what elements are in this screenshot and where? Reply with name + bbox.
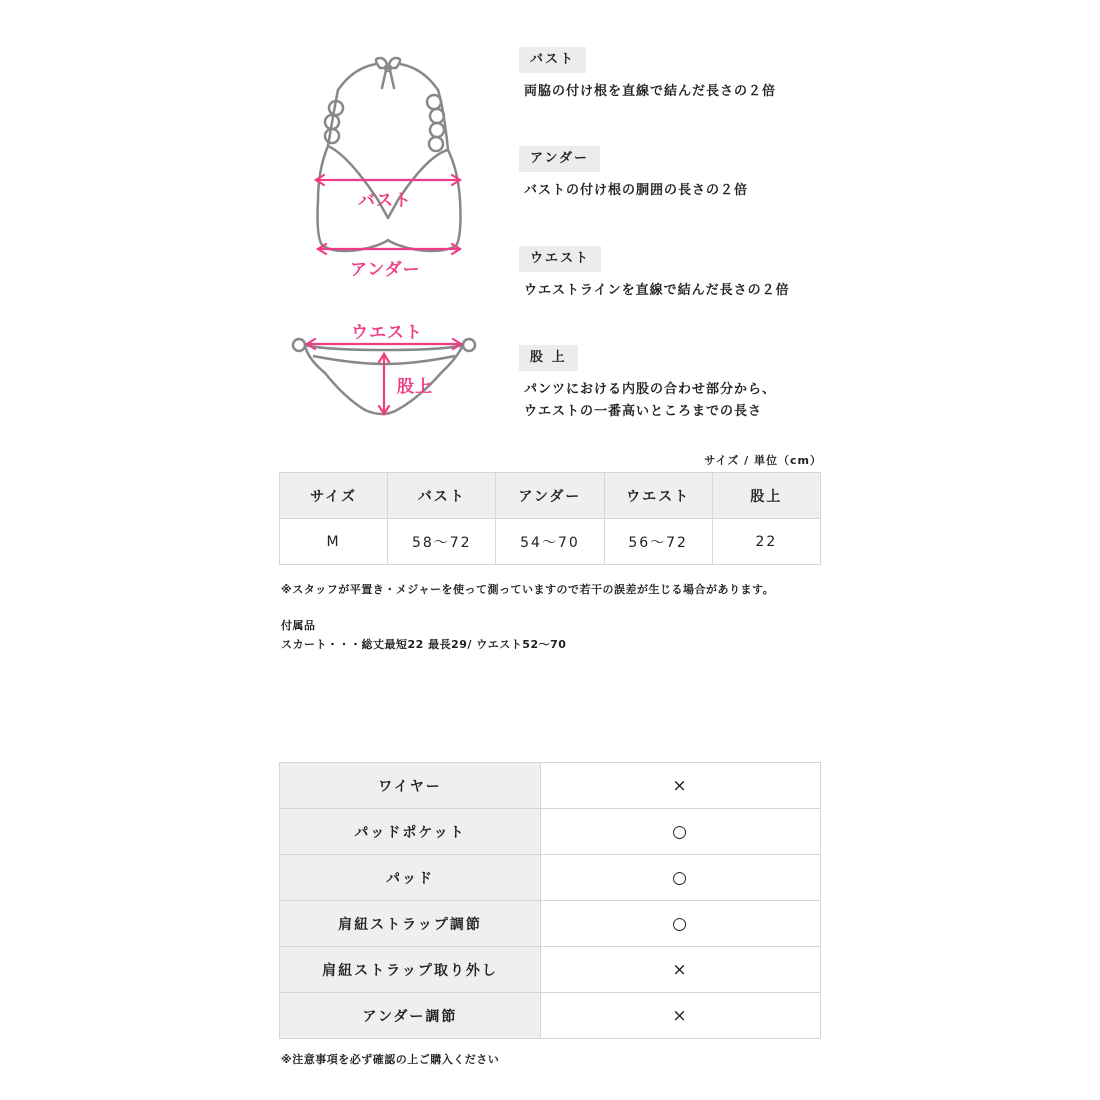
feature-name: パッド [280, 855, 541, 901]
bust-measure-arrow [316, 175, 460, 185]
table-header-cell: バスト [388, 473, 496, 519]
table-row [280, 809, 821, 855]
table-row [280, 763, 821, 809]
table-cell: 58〜72 [388, 519, 496, 565]
definition-line: パンツにおける内股の合わせ部分から、 [524, 382, 777, 397]
feature-mark: × [541, 993, 821, 1039]
table-header-cell: ウエスト [604, 473, 712, 519]
bikini-bottom-diagram [285, 318, 485, 427]
table-row [280, 901, 821, 947]
definition-term-under: アンダー [519, 146, 600, 172]
definition-term-rise: 股 上 [519, 345, 578, 371]
definition-desc-rise [524, 379, 776, 423]
feature-name: 肩紐ストラップ調節 [280, 901, 541, 947]
definition-term-waist: ウエスト [519, 246, 601, 272]
feature-name: 肩紐ストラップ取り外し [280, 947, 541, 993]
feature-mark: × [541, 947, 821, 993]
table-row [280, 993, 821, 1039]
feature-mark: × [541, 763, 821, 809]
under-label: アンダー [350, 260, 421, 280]
table-header-row [280, 473, 821, 519]
table-header-cell: 股上 [712, 473, 820, 519]
feature-table [279, 762, 821, 1039]
accessory-title: 付属品 [281, 619, 316, 632]
table-row [280, 947, 821, 993]
feature-mark: ○ [541, 901, 821, 947]
table-cell: M [280, 519, 388, 565]
bikini-top-diagram [298, 50, 478, 284]
definition-desc-bust [524, 81, 776, 103]
table-header-cell: アンダー [496, 473, 604, 519]
accessory-text: スカート・・・総丈最短22 最長29/ ウエスト52〜70 [281, 638, 567, 651]
unit-note: サイズ / 単位（cm） [704, 454, 822, 467]
waist-label: ウエスト [351, 323, 423, 343]
feature-name: パッドポケット [280, 809, 541, 855]
definition-desc-waist [524, 280, 790, 302]
feature-mark: ○ [541, 855, 821, 901]
under-measure-arrow [318, 244, 460, 254]
footer-note: ※注意事項を必ず確認の上ご購入ください [281, 1053, 500, 1066]
size-table [279, 472, 821, 565]
staff-measure-note: ※スタッフが平置き・メジャーを使って測っていますので若干の誤差が生じる場合があります。 [281, 583, 775, 596]
table-cell: 22 [712, 519, 820, 565]
definition-line: ウエストの一番高いところまでの長さ [524, 404, 763, 419]
feature-name: アンダー調節 [280, 993, 541, 1039]
feature-name: ワイヤー [280, 763, 541, 809]
definition-line: バストの付け根の胴囲の長さの２倍 [524, 183, 749, 198]
feature-mark: ○ [541, 809, 821, 855]
table-header-cell: サイズ [280, 473, 388, 519]
definition-term-bust: バスト [519, 47, 586, 73]
table-row [280, 855, 821, 901]
definition-line: 両脇の付け根を直線で結んだ長さの２倍 [524, 84, 777, 99]
table-cell: 54〜70 [496, 519, 604, 565]
rise-label: 股上 [397, 377, 433, 397]
bust-label: バスト [358, 191, 412, 211]
bikini-top-outline [298, 50, 478, 280]
definition-line: ウエストラインを直線で結んだ長さの２倍 [524, 283, 790, 298]
definition-desc-under [524, 180, 748, 202]
table-row [280, 519, 821, 565]
table-cell: 56〜72 [604, 519, 712, 565]
